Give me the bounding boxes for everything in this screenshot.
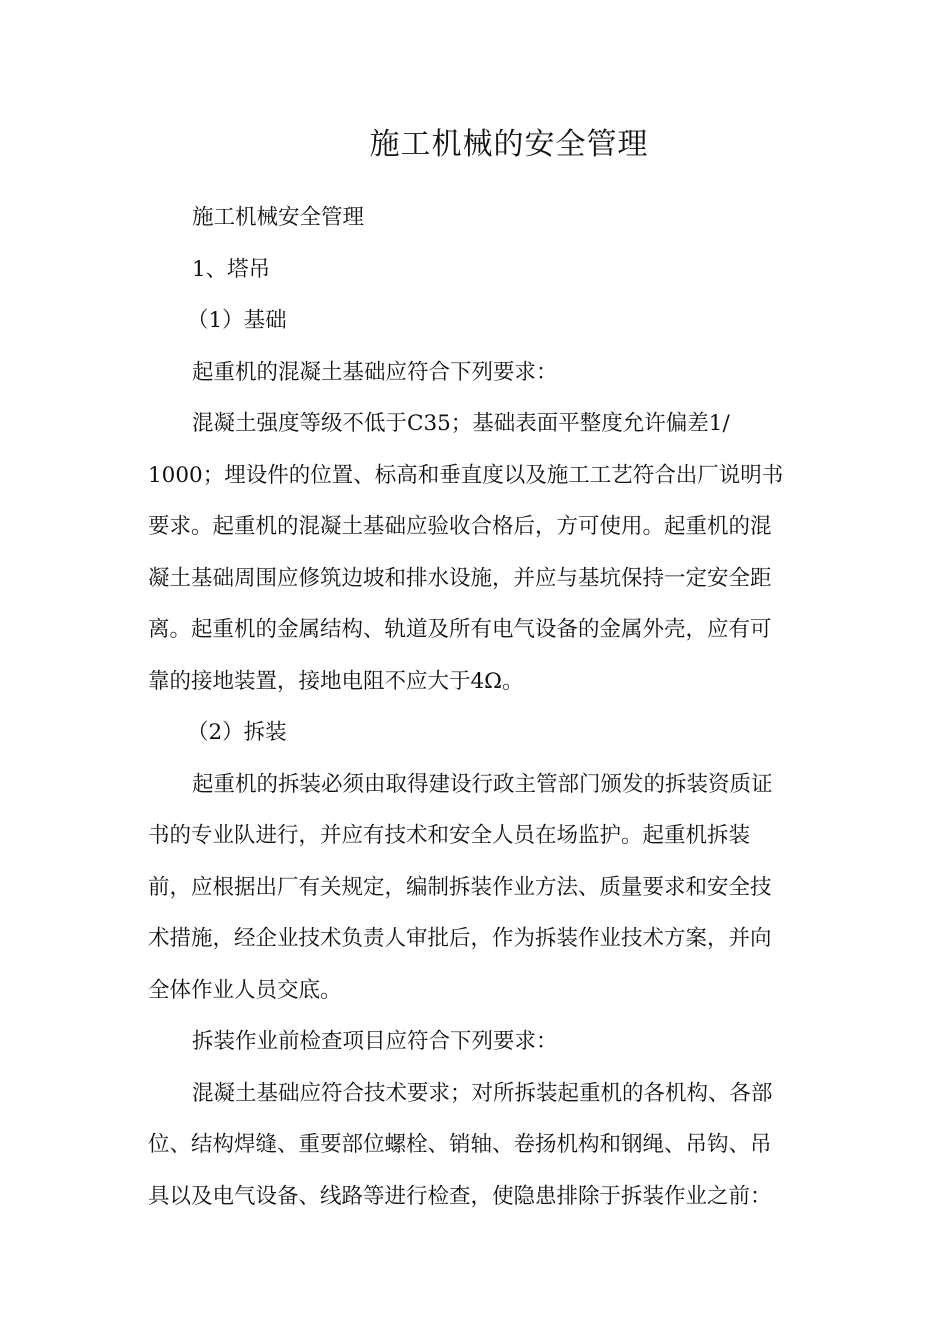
section-heading: 施工机械安全管理 bbox=[192, 205, 365, 230]
paragraph-line: 拆装作业前检查项目应符合下列要求： bbox=[192, 1029, 558, 1054]
paragraph-line: 具以及电气设备、线路等进行检查，使隐患排除于拆装作业之前： bbox=[148, 1183, 772, 1209]
document-body bbox=[148, 192, 808, 1222]
paragraph-line: 离。起重机的金属结构、轨道及所有电气设备的金属外壳，应有可 bbox=[148, 617, 772, 642]
paragraph-line: 混凝土基础应符合技术要求；对所拆装起重机的各机构、各部 bbox=[192, 1080, 773, 1106]
paragraph-line: 位、结构焊缝、重要部位螺栓、销轴、卷扬机构和钢绳、吊钩、吊 bbox=[148, 1132, 772, 1157]
paragraph-line: 起重机的混凝土基础应符合下列要求： bbox=[192, 359, 558, 385]
paragraph-line: 书的专业队进行，并应有技术和安全人员在场监护。起重机拆装 bbox=[148, 823, 751, 848]
subsection-heading: （1）基础 bbox=[187, 308, 287, 333]
paragraph-line: 全体作业人员交底。 bbox=[148, 977, 342, 1003]
paragraph-line: 1000；埋设件的位置、标高和垂直度以及施工工艺符合出厂说明书 bbox=[148, 462, 784, 488]
subsection-heading: （2）拆装 bbox=[187, 720, 287, 745]
paragraph-line: 凝土基础周围应修筑边坡和排水设施，并应与基坑保持一定安全距 bbox=[148, 565, 772, 591]
paragraph-line: 混凝土强度等级不低于C35；基础表面平整度允许偏差1/ bbox=[192, 411, 730, 436]
item-heading: 1、塔吊 bbox=[192, 256, 271, 282]
paragraph-line: 前，应根据出厂有关规定，编制拆装作业方法、质量要求和安全技 bbox=[148, 874, 772, 900]
paragraph-line: 靠的接地装置，接地电阻不应大于4Ω。 bbox=[148, 668, 524, 694]
paragraph-line: 术措施，经企业技术负责人审批后，作为拆装作业技术方案，并向 bbox=[148, 926, 772, 951]
document-title: 施工机械的安全管理 bbox=[369, 127, 649, 162]
paragraph-line: 起重机的拆装必须由取得建设行政主管部门颁发的拆装资质证 bbox=[192, 771, 773, 797]
paragraph-line: 要求。起重机的混凝土基础应验收合格后，方可使用。起重机的混 bbox=[148, 514, 772, 539]
